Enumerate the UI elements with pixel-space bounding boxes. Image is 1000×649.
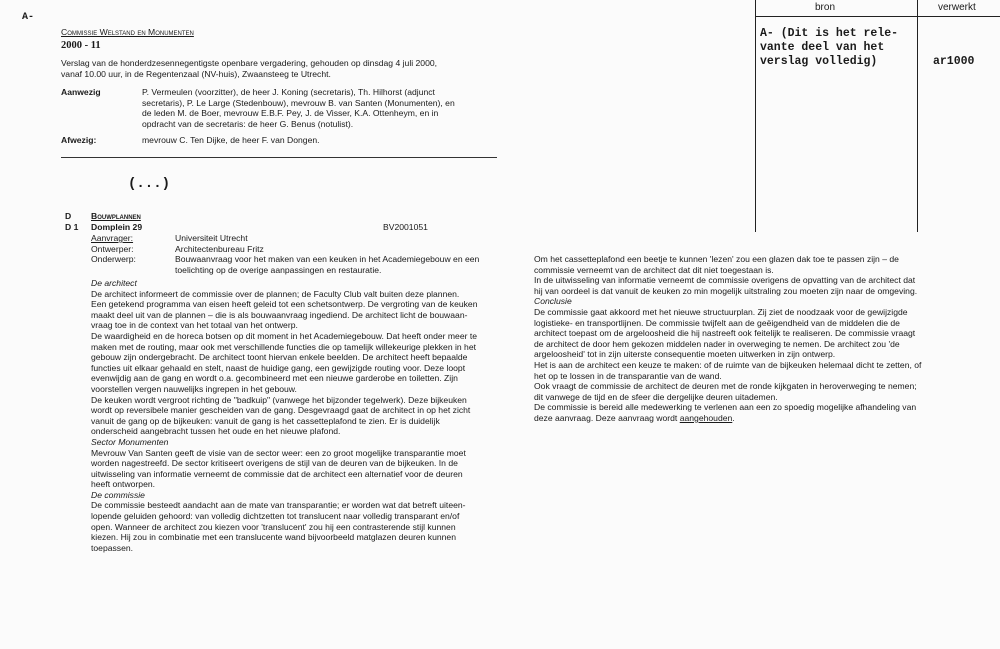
body-line: hij van oordeel is dat vanuit de keuken zo min mogelijk uitstraling zou moeten zijn naar de omgeving. xyxy=(534,285,918,296)
body-line: wordt op reversibele manier gescheiden van de gang. Desgevraagd gaat de architect in op het zicht xyxy=(91,405,471,416)
body-line: maakt deel uit van de plannen – die is als bouwaanvraag ingediend. De architect licht de bouwaan- xyxy=(91,309,468,320)
body-line: kiezen. Hij zou in combinatie met een translucente wand bijvoorbeeld matglazen deuren kunnen xyxy=(91,532,456,543)
field-label: Ontwerper: xyxy=(91,243,134,254)
field-value-cont: toelichting op de overige aanpassingen en restauratie. xyxy=(175,264,382,275)
body-line: argeloosheid' tot in zijn uiterste consequentie moeten uitwerken in zijn ontwerp. xyxy=(534,349,836,360)
body-line: De architect informeert de commissie over de plannen; de Faculty Club valt buiten deze plannen. xyxy=(91,288,460,299)
body-line: De keuken wordt vergroot richting de "badkuip" (vanwege het bijzonder tegelwerk). Deze bijkeuken xyxy=(91,394,467,405)
body-line: De waardigheid en de horeca botsen op dit moment in het Academiegebouw. Dat heeft onder meer te xyxy=(91,330,478,341)
body-line: maken met de routing, maar ook met verschillende functies die op tamelijk willekeurige plekken in het xyxy=(91,341,477,352)
section-code: D xyxy=(65,211,72,221)
subheading: De commissie xyxy=(91,489,145,500)
verwerkt-code: ar1000 xyxy=(933,55,975,68)
body-line: Ook vraagt de commissie de architect de deuren met de ronde kijkgaten in heroverweging te nemen; xyxy=(534,381,917,392)
body-line: toepassen. xyxy=(91,542,134,553)
decision-status: aangehouden xyxy=(679,412,733,423)
body-text: deze aanvraag. Deze aanvraag wordt xyxy=(534,412,680,423)
body-line: dit vanwege de tijd en de sfeer die dergelijke deuren uitademen. xyxy=(534,391,778,402)
body-line: voorstellen vergen nauwelijks ingrepen in het gebouw. xyxy=(91,383,297,394)
body-line: Het is aan de architect een keuze te maken: of de ruimte van de bijkeuken helemaal dicht te zetten, of xyxy=(534,359,922,370)
annotation-box xyxy=(755,0,1000,232)
bron-note-line: verslag volledig) xyxy=(760,55,878,68)
body-line: open. Wanneer de architect zou kiezen voor 'translucent' zou hij een contrasterende stijl kunnen xyxy=(91,521,456,532)
field-value: Architectenbureau Fritz xyxy=(175,243,264,254)
body-line: gebouw zijn ondergebracht. De architect toont hiervan enkele beelden. De architect heeft bepaalde xyxy=(91,352,468,363)
body-line: de architect de door hem gekozen middelen nader in overweging te nemen. De architect zou 'de xyxy=(534,338,900,349)
body-line: vraag toe in de context van het totaal van het ontwerp. xyxy=(91,320,298,331)
body-line: heeft ontworpen. xyxy=(91,479,156,490)
body-line: evenwijdig aan de gang en wordt o.a. gecombineerd met een nieuwe garderobe en toiletten. Zijn xyxy=(91,373,458,384)
body-line: Een getekend programma van eisen heeft geleid tot een schetsontwerp. De vergroting van de keuken xyxy=(91,299,478,310)
org-name: Commissie Welstand en Monumenten xyxy=(61,27,194,37)
body-line: uitwisseling van informatie verneemt de commissie dat de architect een alternatief voor de deuren xyxy=(91,468,463,479)
header-divider xyxy=(61,157,497,158)
body-line: De commissie is bereid alle medewerking te verlenen aan een zo spoedig mogelijke afhandeling van xyxy=(534,402,917,413)
bron-note-line: vante deel van het xyxy=(760,41,885,54)
afwezig-text: mevrouw C. Ten Dijke, de heer F. van Dongen. xyxy=(142,135,320,145)
report-number: 2000 - 11 xyxy=(61,40,101,51)
body-line: functies uit elkaar gehaald en stelt, naast de huidige gang, een gewijzigde routing voor. Deze loopt xyxy=(91,362,466,373)
aanwezig-label: Aanwezig xyxy=(61,87,101,97)
bron-note-line: A- (Dit is het rele- xyxy=(760,27,899,40)
section-title: Bouwplannen xyxy=(91,211,141,221)
body-line: vanuit de gang op de bijkeuken: vanuit de gang is het cassetteplafond te zien. Er is duidelijk xyxy=(91,415,440,426)
bv-number: BV2001051 xyxy=(383,222,428,232)
body-line: onderscheid aangebracht tussen het oude en het nieuwe plafond. xyxy=(91,426,341,437)
body-line: In de uitwisseling van informatie verneemt de commissie overigens de opvatting van de architect dat xyxy=(534,275,916,286)
field-value: Universiteit Utrecht xyxy=(175,233,248,243)
body-line xyxy=(534,413,974,424)
subheading: Sector Monumenten xyxy=(91,436,169,447)
afwezig-label: Afwezig: xyxy=(61,135,97,145)
body-text: . xyxy=(732,412,735,423)
body-line: commissie verneemt van de architect dat dit niet toegestaan is. xyxy=(534,264,774,275)
body-line: Mevrouw Van Santen geeft de visie van de sector weer: een zo groot mogelijke transparantie moet xyxy=(91,447,466,458)
left-column xyxy=(91,278,521,553)
body-line: lopende geluiden gehoord: van volledig dichtzetten tot translucent naar volledig transparant en/of xyxy=(91,511,460,522)
aanwezig-list: P. Vermeulen (voorzitter), de heer J. Koning (secretaris), Th. Hilhorst (adjunct secretaris), P. Le Large (Stedenbouw), mevrouw B. van Santen (Monumenten), en de leden M. de Boer, mevrouw E.B.F. Pey, J. de Visser, K.A. Ottenheym, en in opdracht van de secretaris: de heer G. Benus (notulist). xyxy=(142,87,455,129)
body-line: De commissie besteedt aandacht aan de mate van transparantie; er worden wat dat betreft uiteen- xyxy=(91,500,466,511)
item-code: D 1 xyxy=(65,222,79,232)
body-line: logistieke- en transportlijnen. De commissie twijfelt aan de geëigendheid van de middelen die de xyxy=(534,317,900,328)
body-line: De commissie gaat akkoord met het nieuwe structuurplan. Zij ziet de noodzaak voor de gewijzigde xyxy=(534,306,908,317)
corner-marker: A- xyxy=(22,12,35,23)
item-title: Domplein 29 xyxy=(91,222,143,232)
subheading: Conclusie xyxy=(534,296,572,307)
col-bron-header: bron xyxy=(815,2,836,13)
body-line: worden nagestreefd. De sector kritiseert overigens de stijl van de deuren van de bijkeuken. In de xyxy=(91,458,458,469)
field-label: Onderwerp: xyxy=(91,254,136,265)
ellipsis-mark: (...) xyxy=(128,176,171,192)
body-line: het op te lossen in de transparantie van de wand. xyxy=(534,370,722,381)
field-label: Aanvrager: xyxy=(91,233,134,243)
item-fields xyxy=(91,233,479,275)
right-column xyxy=(534,254,974,424)
report-intro: Verslag van de honderdzesennegentigste openbare vergadering, gehouden op dinsdag 4 juli 2000, vanaf 10.00 uur, in de Regentenzaal (NV-huis), Zwaansteeg te Utrecht. xyxy=(61,58,438,79)
body-line: Om het cassetteplafond een beetje te kunnen 'lezen' zou een glazen dak toe te passen zijn – de xyxy=(534,254,899,264)
body-line: architect toepast om de argeloosheid die hij nastreeft ook feitelijk te realiseren. De commissie vraagt xyxy=(534,328,916,339)
col-verwerkt-header: verwerkt xyxy=(938,2,976,13)
subheading: De architect xyxy=(91,278,137,288)
field-value: Bouwaanvraag voor het maken van een keuken in het Academiegebouw en een xyxy=(175,254,480,265)
